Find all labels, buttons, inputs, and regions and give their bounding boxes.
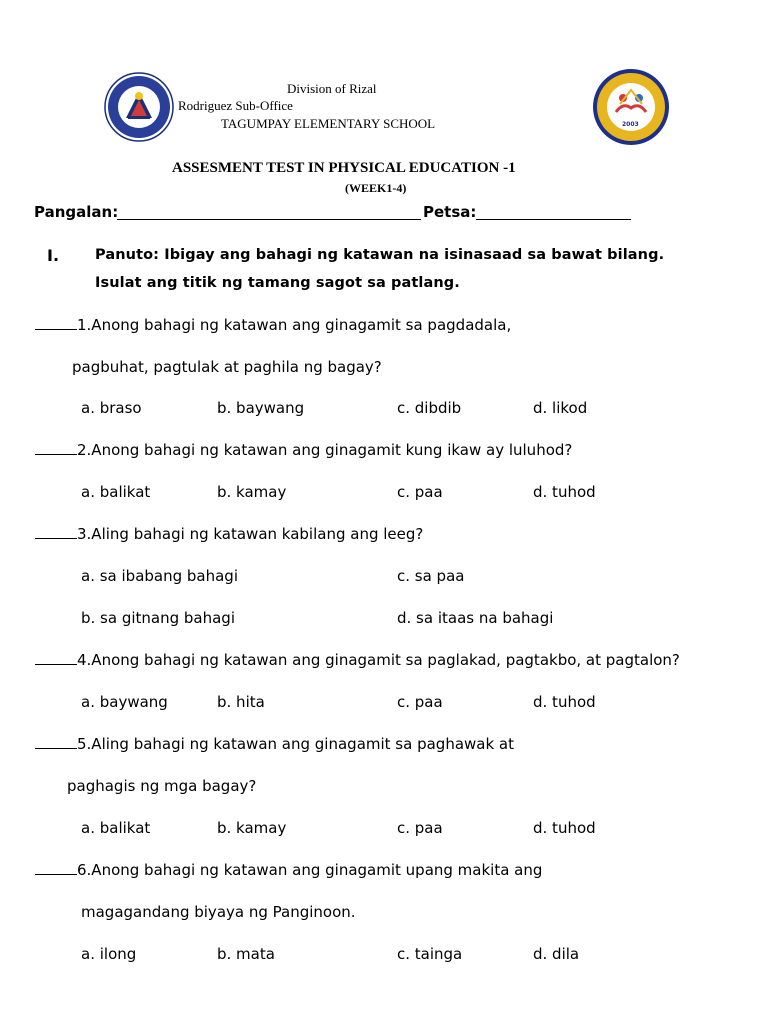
answer-blank-5[interactable] xyxy=(35,735,77,749)
question-3-text: 3.Aling bahagi ng katawan kabilang ang leeg? xyxy=(77,525,424,543)
question-1-text: 1.Anong bahagi ng katawan ang ginagamit sa pagdadala, xyxy=(77,316,512,334)
question-5-text-cont: paghagis ng mga bagay? xyxy=(67,777,257,795)
school-name: TAGUMPAY ELEMENTARY SCHOOL xyxy=(221,116,436,131)
q1-choice-b: b. baywang xyxy=(217,399,305,417)
answer-blank-3[interactable] xyxy=(35,525,77,539)
section-numeral: I. xyxy=(47,246,60,265)
q3-choice-c: c. sa paa xyxy=(397,567,465,585)
q6-choice-b: b. mata xyxy=(217,945,275,963)
test-title: ASSESMENT TEST IN PHYSICAL EDUCATION -1 xyxy=(172,160,516,176)
q4-choice-c: c. paa xyxy=(397,693,443,711)
date-blank-line[interactable] xyxy=(476,219,631,220)
q1-choice-d: d. likod xyxy=(533,399,588,417)
answer-blank-6[interactable] xyxy=(35,861,77,875)
question-1 xyxy=(35,316,511,334)
week-label: (WEEK1-4) xyxy=(345,181,407,195)
name-label: Pangalan: xyxy=(34,203,119,221)
q2-choice-d: d. tuhod xyxy=(533,483,596,501)
division-name: Division of Rizal xyxy=(287,81,377,96)
q3-choice-b: b. sa gitnang bahagi xyxy=(81,609,235,627)
question-6-text: 6.Anong bahagi ng katawan ang ginagamit upang makita ang xyxy=(77,861,543,879)
q3-choice-a: a. sa ibabang bahagi xyxy=(81,567,238,585)
q4-choice-d: d. tuhod xyxy=(533,693,596,711)
question-3 xyxy=(35,525,423,543)
q5-choice-b: b. kamay xyxy=(217,819,287,837)
school-seal-year: 2003 xyxy=(622,121,639,128)
q3-choice-d: d. sa itaas na bahagi xyxy=(397,609,554,627)
question-6 xyxy=(35,861,542,879)
q6-choice-a: a. ilong xyxy=(81,945,137,963)
date-label: Petsa: xyxy=(423,203,477,221)
question-4-text: 4.Anong bahagi ng katawan ang ginagamit sa paglakad, pagtakbo, at pagtalon? xyxy=(77,651,680,669)
question-5-text: 5.Aling bahagi ng katawan ang ginagamit sa paghawak at xyxy=(77,735,515,753)
name-blank-line[interactable] xyxy=(117,219,421,220)
q2-choice-b: b. kamay xyxy=(217,483,287,501)
question-6-text-cont: magagandang biyaya ng Panginoon. xyxy=(81,903,356,921)
q2-choice-c: c. paa xyxy=(397,483,443,501)
q2-choice-a: a. balikat xyxy=(81,483,151,501)
question-2-text: 2.Anong bahagi ng katawan ang ginagamit kung ikaw ay luluhod? xyxy=(77,441,573,459)
q5-choice-c: c. paa xyxy=(397,819,443,837)
question-5 xyxy=(35,735,514,753)
answer-blank-2[interactable] xyxy=(35,441,77,455)
question-4 xyxy=(35,651,680,669)
sub-office-name: Rodriguez Sub-Office xyxy=(178,98,293,113)
school-seal-icon xyxy=(592,68,670,146)
q4-choice-a: a. baywang xyxy=(81,693,168,711)
q5-choice-a: a. balikat xyxy=(81,819,151,837)
answer-blank-1[interactable] xyxy=(35,316,77,330)
q1-choice-c: c. dibdib xyxy=(397,399,462,417)
answer-blank-4[interactable] xyxy=(35,651,77,665)
q6-choice-c: c. tainga xyxy=(397,945,463,963)
question-1-text-cont: pagbuhat, pagtulak at paghila ng bagay? xyxy=(72,358,382,376)
deped-seal-icon xyxy=(104,72,174,142)
q1-choice-a: a. braso xyxy=(81,399,142,417)
q4-choice-b: b. hita xyxy=(217,693,265,711)
instruction-line-1: Panuto: Ibigay ang bahagi ng katawan na isinasaad sa bawat bilang. xyxy=(95,247,665,263)
instruction-line-2: Isulat ang titik ng tamang sagot sa patlang. xyxy=(95,275,460,291)
q5-choice-d: d. tuhod xyxy=(533,819,596,837)
q6-choice-d: d. dila xyxy=(533,945,580,963)
question-2 xyxy=(35,441,572,459)
